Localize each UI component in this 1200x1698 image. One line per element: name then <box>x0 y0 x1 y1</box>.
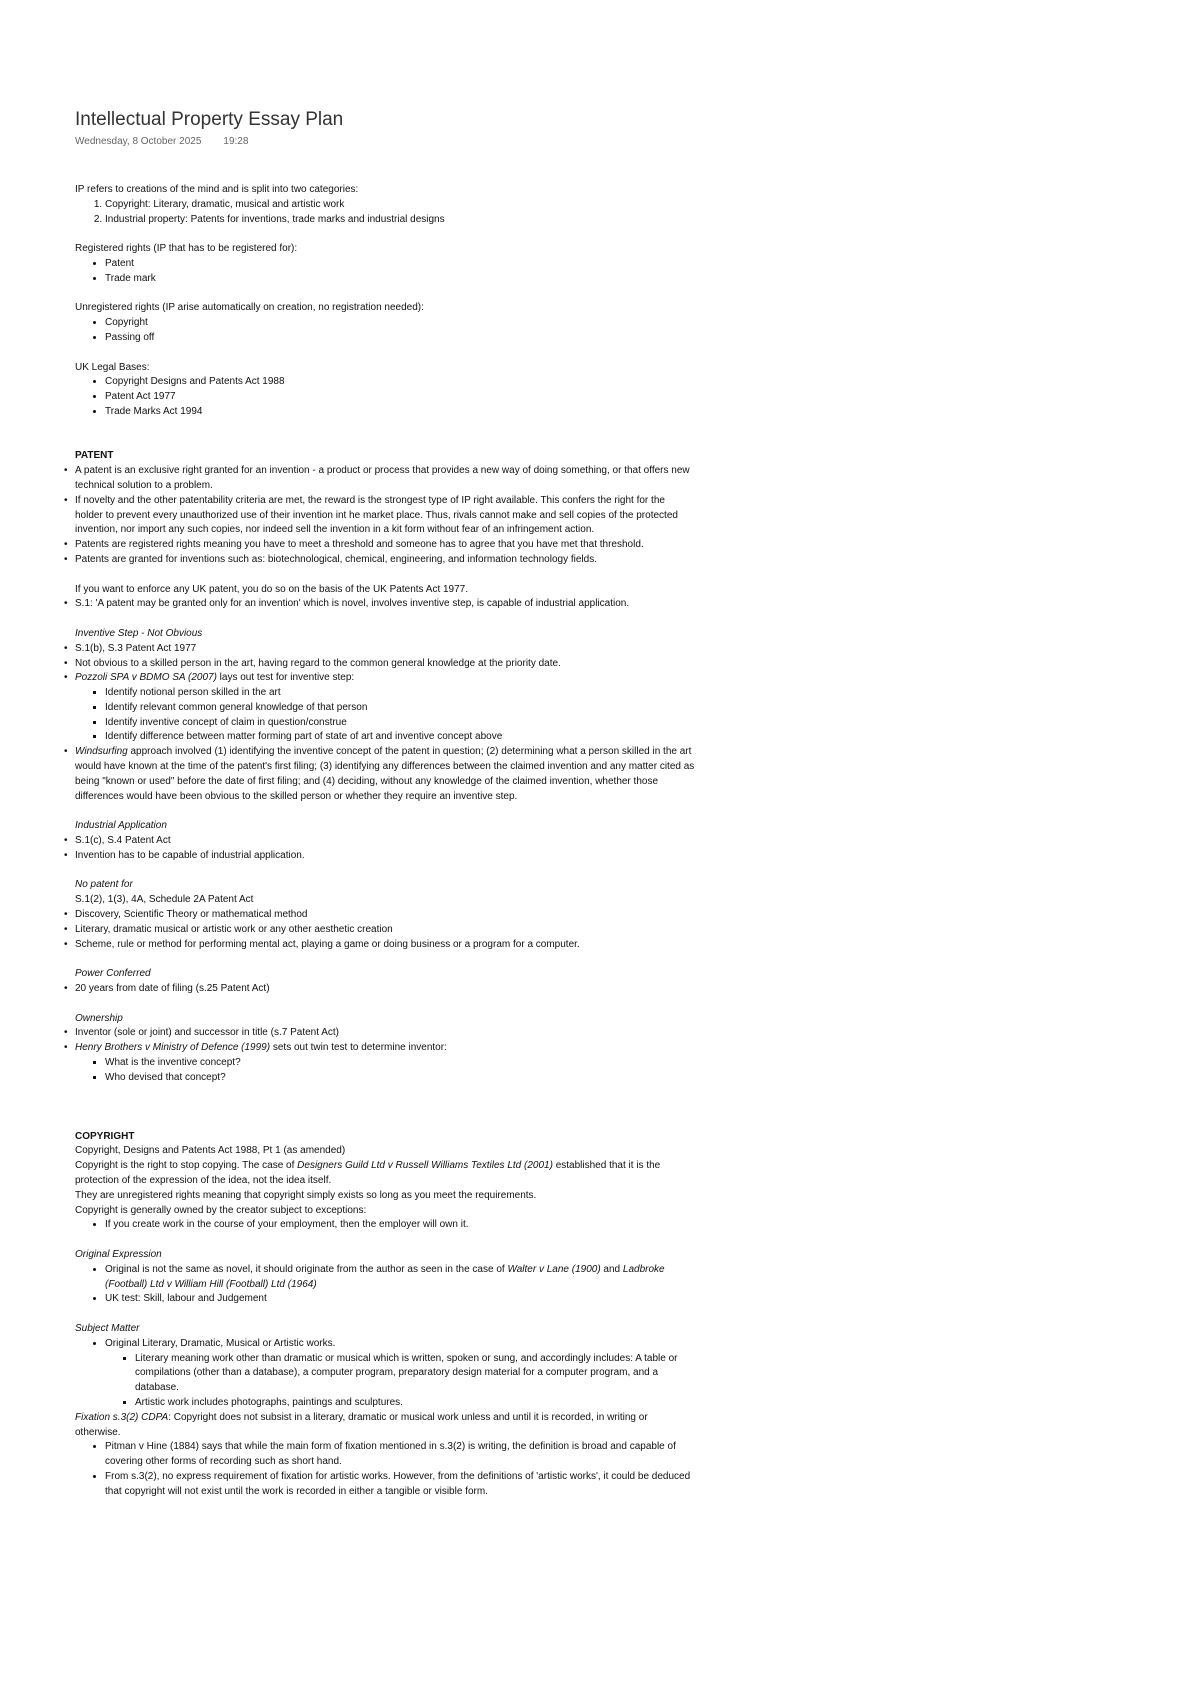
list-item-text: lays out test for inventive step: <box>216 672 355 684</box>
list-item: ▪ Literary meaning work other than dramatic or musical which is written, spoken or sung, and accordingly includes: A table or compilations (other than a database), a computer program, preparatory design material for a computer program, and a database. <box>135 1352 695 1396</box>
case-name: Henry Brothers v Ministry of Defence (1999) <box>75 1042 271 1054</box>
intro-text: IP refers to creations of the mind and is split into two categories: <box>75 184 359 195</box>
copyright-act: Copyright, Designs and Patents Act 1988, Pt 1 (as amended) <box>75 1145 346 1157</box>
ownership-heading: Ownership <box>75 1012 123 1024</box>
no-patent-heading: No patent for <box>75 879 133 891</box>
list-item: • Patents are registered rights meaning you have to meet a threshold and someone has to agree that you have met that threshold. <box>63 538 695 553</box>
list-item: • If novelty and the other patentability criteria are met, the reward is the strongest type of IP right available. This confers the right for the holder to prevent every unauthorized use of their invention int he market place. Thus, rivals cannot make and sell copies of the protected invention, nor import any such copies, nor indeed sell the invention in a kit form without fear of an infringement action. <box>63 494 695 538</box>
power-conferred-list <box>63 982 695 997</box>
power-conferred-heading: Power Conferred <box>75 968 151 980</box>
list-item <box>63 1041 695 1085</box>
registered-rights-list <box>75 257 695 287</box>
industrial-application-list <box>63 834 695 864</box>
list-item: • Not obvious to a skilled person in the art, having regard to the common general knowledge at the priority date. <box>63 657 695 672</box>
subject-matter-heading: Subject Matter <box>75 1322 140 1334</box>
list-item-text: Original Literary, Dramatic, Musical or Artistic works. <box>105 1337 336 1349</box>
text-run: established that it is the protection of the expression of the idea, not the idea itself. <box>75 1160 661 1186</box>
uk-legal-bases-text: UK Legal Bases: <box>75 361 150 373</box>
list-item: • Inventor (sole or joint) and successor in title (s.7 Patent Act) <box>63 1026 695 1041</box>
fixation-label: Fixation s.3(2) CDPA <box>75 1411 169 1423</box>
page-title: Intellectual Property Essay Plan <box>75 109 344 130</box>
list-item: ▪ Who devised that concept? <box>105 1071 695 1086</box>
list-item: • S.1(c), S.4 Patent Act <box>63 834 695 849</box>
list-item: • Patents are granted for inventions such as: biotechnological, chemical, engineering, and information technology fields. <box>63 553 695 568</box>
copyright-unregistered: They are unregistered rights meaning that copyright simply exists so long as you meet the requirements. <box>75 1189 537 1201</box>
text-run: Original is not the same as novel, it should originate from the author as seen in the case of <box>105 1263 508 1275</box>
inventor-test-list <box>75 1056 695 1086</box>
case-name: Windsurfing <box>75 746 128 758</box>
unregistered-rights-list <box>75 316 695 346</box>
copyright-ownership-list <box>75 1218 695 1233</box>
list-item <box>63 671 695 745</box>
patent-list <box>63 464 695 568</box>
list-item: • A patent is an exclusive right granted for an invention - a product or process that provides a new way of doing something, or that offers new technical solution to a problem. <box>63 464 695 494</box>
list-item: ▪ Identify difference between matter forming part of state of art and inventive concept above <box>105 730 695 745</box>
list-item: • Scheme, rule or method for performing mental act, playing a game or doing business or a program for a computer. <box>63 938 695 953</box>
inventive-step-heading: Inventive Step - Not Obvious <box>75 627 203 639</box>
list-item: ▪ Identify relevant common general knowledge of that person <box>105 701 695 716</box>
list-item: • Trade mark <box>105 272 695 287</box>
no-patent-list <box>63 908 695 952</box>
patent-enforce-text: If you want to enforce any UK patent, you do so on the basis of the UK Patents Act 1977. <box>75 583 469 595</box>
list-item: • Literary, dramatic musical or artistic work or any other aesthetic creation <box>63 923 695 938</box>
list-item: • Invention has to be capable of industrial application. <box>63 849 695 864</box>
list-item: • Trade Marks Act 1994 <box>105 405 695 420</box>
pozzoli-test-list <box>75 686 695 745</box>
case-name: Pozzoli SPA v BDMO SA (2007) <box>75 672 217 684</box>
subject-matter-sublist <box>105 1352 695 1411</box>
list-item: • Patent <box>105 257 695 272</box>
page-timestamp <box>75 136 695 150</box>
list-item: ▪ Identify notional person skilled in the art <box>105 686 695 701</box>
industrial-application-heading: Industrial Application <box>75 820 167 832</box>
fixation-list <box>75 1440 695 1499</box>
patent-s1-list <box>63 597 695 612</box>
text-run: Copyright is the right to stop copying. The case of <box>75 1160 298 1172</box>
patent-heading: PATENT <box>75 450 114 462</box>
registered-rights-text: Registered rights (IP that has to be registered for): <box>75 243 298 255</box>
case-name: Ladbroke (Football) Ltd v William Hill (Football) Ltd (1964) <box>105 1263 665 1290</box>
copyright-ownership: Copyright is generally owned by the creator subject to exceptions: <box>75 1204 367 1216</box>
uk-legal-bases-list <box>75 375 695 419</box>
copyright-definition <box>75 1159 695 1189</box>
list-item: • If you create work in the course of your employment, then the employer will own it. <box>105 1218 695 1233</box>
list-item: ▪ Identify inventive concept of claim in question/construe <box>105 716 695 731</box>
original-expression-list <box>75 1263 695 1307</box>
list-item: • S.1: 'A patent may be granted only for an invention' which is novel, involves inventive step, is capable of industrial application. <box>63 597 695 612</box>
list-item: • Pitman v Hine (1884) says that while the main form of fixation mentioned in s.3(2) is writing, the definition is broad and capable of covering other forms of recording such as short hand. <box>105 1440 695 1470</box>
list-item: • S.1(b), S.3 Patent Act 1977 <box>63 642 695 657</box>
document-body <box>75 183 695 1500</box>
original-expression-heading: Original Expression <box>75 1248 162 1260</box>
unregistered-rights-text: Unregistered rights (IP arise automatically on creation, no registration needed): <box>75 302 424 314</box>
intro-list <box>75 198 695 228</box>
list-item: 2. Industrial property: Patents for inventions, trade marks and industrial designs <box>105 213 695 228</box>
list-item: • Copyright Designs and Patents Act 1988 <box>105 375 695 390</box>
page-date: Wednesday, 8 October 2025 <box>75 136 202 147</box>
text-run: and <box>600 1263 623 1275</box>
document-page <box>75 108 695 1500</box>
list-item: • UK test: Skill, labour and Judgement <box>105 1292 695 1307</box>
subject-matter-list <box>75 1337 695 1411</box>
list-item: ▪ Artistic work includes photographs, paintings and sculptures. <box>135 1396 695 1411</box>
list-item: • Passing off <box>105 331 695 346</box>
inventive-step-list <box>63 642 695 805</box>
list-item: • Copyright <box>105 316 695 331</box>
list-item <box>63 745 695 804</box>
list-item: • From s.3(2), no express requirement of fixation for artistic works. However, from the definitions of 'artistic works', it could be deduced that copyright will not exist until the work is recorded in either a tangible or visible form. <box>105 1470 695 1500</box>
list-item: • Discovery, Scientific Theory or mathematical method <box>63 908 695 923</box>
list-item <box>105 1337 695 1411</box>
case-name: Designers Guild Ltd v Russell Williams Textiles Ltd (2001) <box>297 1160 553 1172</box>
list-item: 1. Copyright: Literary, dramatic, musical and artistic work <box>105 198 695 213</box>
list-item: • 20 years from date of filing (s.25 Patent Act) <box>63 982 695 997</box>
list-item-text: sets out twin test to determine inventor: <box>270 1042 447 1054</box>
ownership-list <box>63 1026 695 1085</box>
list-item: ▪ What is the inventive concept? <box>105 1056 695 1071</box>
no-patent-sub: S.1(2), 1(3), 4A, Schedule 2A Patent Act <box>75 894 254 906</box>
fixation-text <box>75 1411 695 1441</box>
list-item <box>105 1263 695 1293</box>
case-name: Walter v Lane (1900) <box>507 1263 601 1275</box>
page-time: 19:28 <box>223 136 249 147</box>
list-item: • Patent Act 1977 <box>105 390 695 405</box>
copyright-heading: COPYRIGHT <box>75 1130 135 1142</box>
text-run: : Copyright does not subsist in a literary, dramatic or musical work unless and until it is recorded, in writing or otherwise. <box>75 1411 648 1438</box>
list-item-text: approach involved (1) identifying the inventive concept of the patent in question; (2) determining what a person skilled in the art would have known at the time of the patent's first filing; (3) identifying any differences between the claimed invention and any matter cited as being "known or used" before the date of first filing; and (4) deciding, without any knowledge of the claimed invention, whether those differences would have been obvious to the skilled person or whether they require an inventive step. <box>75 746 695 802</box>
